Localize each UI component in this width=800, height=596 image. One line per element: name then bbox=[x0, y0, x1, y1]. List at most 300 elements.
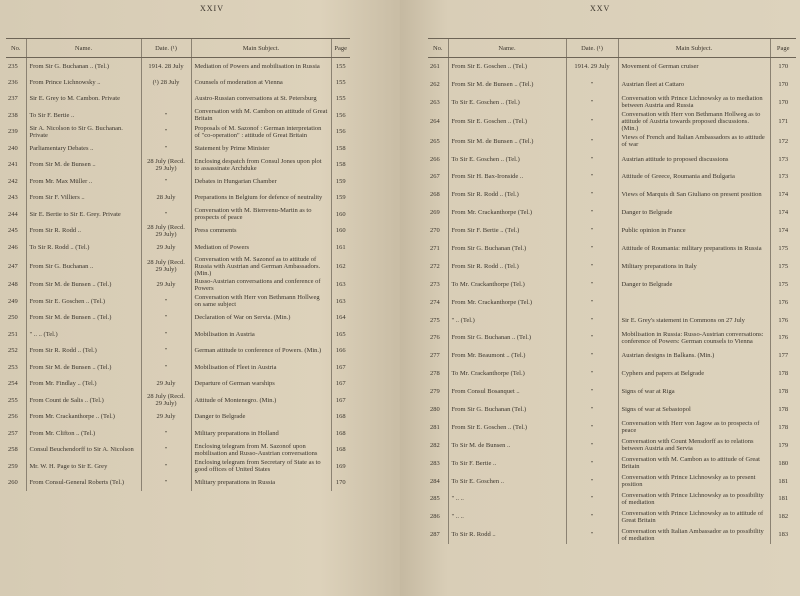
entry-number: 287 bbox=[430, 531, 440, 539]
entry-subject: Press comments bbox=[191, 223, 331, 240]
entry-page: 170 bbox=[770, 75, 796, 93]
entry-number: 284 bbox=[430, 477, 440, 485]
table-row bbox=[428, 293, 796, 311]
entry-number: 276 bbox=[430, 334, 440, 342]
entry-date bbox=[141, 91, 191, 108]
table-row bbox=[6, 157, 350, 174]
header-subject: Main Subject. bbox=[191, 39, 331, 58]
entry-number: 255 bbox=[8, 396, 18, 404]
table-row bbox=[428, 329, 796, 347]
entry-subject: Preparations in Belgium for defence of neutrality bbox=[191, 190, 331, 207]
entry-name: Sir E. Bertie to Sir E. Grey. Private bbox=[26, 206, 141, 223]
table-row bbox=[6, 206, 350, 223]
entry-subject: Conversation with Prince Lichnowsky as to mediation between Austria and Russia bbox=[618, 93, 770, 111]
entry-subject: Conversation with M. Cambon on attitude of Great Britain bbox=[191, 107, 331, 124]
entry-subject: Conversation with Prince Lichnowsky as to attitude of Great Britain bbox=[618, 508, 770, 526]
entry-subject: Departure of German warships bbox=[191, 376, 331, 393]
entry-date: " bbox=[566, 240, 618, 258]
header-no: No. bbox=[428, 39, 448, 58]
entry-subject: Views of Marquis di San Giuliano on present position bbox=[618, 186, 770, 204]
entry-page: 181 bbox=[770, 490, 796, 508]
table-row bbox=[428, 490, 796, 508]
entry-name: Parliamentary Debates .. bbox=[26, 140, 141, 157]
entry-number: 285 bbox=[430, 495, 440, 503]
entry-subject: Signs of war at Riga bbox=[618, 383, 770, 401]
entry-name: From Sir G. Buchanan (Tel.) bbox=[448, 401, 566, 419]
entry-name: From Sir M. de Bunsen .. (Tel.) bbox=[26, 277, 141, 294]
entry-page: 178 bbox=[770, 401, 796, 419]
entry-number: 272 bbox=[430, 262, 440, 270]
entry-page: 174 bbox=[770, 186, 796, 204]
entry-page: 174 bbox=[770, 204, 796, 222]
entry-date: " bbox=[566, 75, 618, 93]
entry-subject: Attitude of Roumania: military preparations in Russia bbox=[618, 240, 770, 258]
entry-number: 243 bbox=[8, 194, 18, 202]
entry-page: 155 bbox=[331, 91, 350, 108]
entry-page: 178 bbox=[770, 383, 796, 401]
entry-name: To Mr. Crackanthorpe (Tel.) bbox=[448, 365, 566, 383]
entry-page: 168 bbox=[331, 425, 350, 442]
table-header-row bbox=[428, 39, 796, 58]
entry-number: 238 bbox=[8, 111, 18, 119]
entry-number: 273 bbox=[430, 280, 440, 288]
entry-name: " .. .. (Tel.) bbox=[26, 326, 141, 343]
entry-number: 261 bbox=[430, 63, 440, 71]
table-row bbox=[6, 343, 350, 360]
entry-name: Sir A. Nicolson to Sir G. Buchanan. Private bbox=[26, 124, 141, 141]
entry-number: 259 bbox=[8, 462, 18, 470]
entry-subject: Declaration of War on Servia. (Min.) bbox=[191, 310, 331, 327]
entry-subject: Mobilisation in Russia: Russo-Austrian conversations: conference of Powers: German counsels to Vienna bbox=[618, 329, 770, 347]
entry-number: 267 bbox=[430, 173, 440, 181]
entry-page: 159 bbox=[331, 173, 350, 190]
entry-page: 183 bbox=[770, 526, 796, 544]
entry-subject: Signs of war at Sebastopol bbox=[618, 401, 770, 419]
table-row bbox=[6, 239, 350, 256]
table-row bbox=[428, 347, 796, 365]
entry-name: To Sir R. Rodd .. bbox=[448, 526, 566, 544]
entry-date: (¹) 28 July bbox=[141, 74, 191, 91]
entry-subject: Austro-Russian conversations at St. Petersburg bbox=[191, 91, 331, 108]
entry-page: 164 bbox=[331, 310, 350, 327]
entry-name: From Mr. Beaumont .. (Tel.) bbox=[448, 347, 566, 365]
entry-date: " bbox=[566, 472, 618, 490]
entry-subject: Conversation with Prince Lichnowsky as to possibility of mediation bbox=[618, 490, 770, 508]
entry-number: 252 bbox=[8, 347, 18, 355]
entry-page: 163 bbox=[331, 277, 350, 294]
entry-date: " bbox=[141, 425, 191, 442]
entry-page: 166 bbox=[331, 343, 350, 360]
entry-subject: Military preparations in Russia bbox=[191, 475, 331, 492]
entry-subject: Conversation with M. Cambon as to attitude of Great Britain bbox=[618, 454, 770, 472]
entry-date: " bbox=[141, 140, 191, 157]
entry-date: " bbox=[141, 475, 191, 492]
entry-date: " bbox=[141, 206, 191, 223]
entry-number: 280 bbox=[430, 405, 440, 413]
entry-page: 158 bbox=[331, 140, 350, 157]
entry-number: 286 bbox=[430, 513, 440, 521]
entry-date: " bbox=[566, 257, 618, 275]
entry-page: 173 bbox=[770, 168, 796, 186]
entry-page: 167 bbox=[331, 376, 350, 393]
entry-subject: Mediation of Powers and mobilisation in Russia bbox=[191, 58, 331, 75]
entry-page: 168 bbox=[331, 442, 350, 459]
table-body bbox=[6, 58, 350, 492]
table-row bbox=[6, 409, 350, 426]
entry-number: 235 bbox=[8, 62, 18, 70]
entry-date: " bbox=[141, 442, 191, 459]
entry-number: 271 bbox=[430, 244, 440, 252]
entry-date: " bbox=[566, 93, 618, 111]
table-row bbox=[428, 93, 796, 111]
entry-date: " bbox=[141, 326, 191, 343]
entry-number: 266 bbox=[430, 155, 440, 163]
entry-date: " bbox=[566, 222, 618, 240]
table-row bbox=[6, 458, 350, 475]
entry-name: From Sir G. Buchanan .. (Tel.) bbox=[448, 329, 566, 347]
table-row bbox=[428, 150, 796, 168]
entry-name: From Sir E. Goschen .. (Tel.) bbox=[26, 293, 141, 310]
entry-date: " bbox=[566, 418, 618, 436]
entry-name: From Sir E. Goschen .. (Tel.) bbox=[448, 111, 566, 132]
entry-name: From Sir E. Goschen .. (Tel.) bbox=[448, 418, 566, 436]
table-row bbox=[6, 392, 350, 409]
entry-page: 174 bbox=[770, 222, 796, 240]
entry-subject bbox=[618, 293, 770, 311]
table-row bbox=[428, 526, 796, 544]
entry-name: " .. (Tel.) bbox=[448, 311, 566, 329]
entry-subject: Austrian designs in Balkans. (Min.) bbox=[618, 347, 770, 365]
entry-number: 258 bbox=[8, 446, 18, 454]
entry-date: " bbox=[566, 401, 618, 419]
entry-subject: Conversation with Count Mensdorff as to relations between Austria and Servia bbox=[618, 436, 770, 454]
entry-subject: Conversation with Herr von Bethmann Hollweg on same subject bbox=[191, 293, 331, 310]
entry-name: From Count de Salis .. (Tel.) bbox=[26, 392, 141, 409]
table-row bbox=[428, 275, 796, 293]
entry-name: " .. .. bbox=[448, 508, 566, 526]
table-row bbox=[428, 365, 796, 383]
entry-subject: Statement by Prime Minister bbox=[191, 140, 331, 157]
entry-number: 256 bbox=[8, 413, 18, 421]
table-row bbox=[6, 310, 350, 327]
entry-name: From Consul-General Roberts (Tel.) bbox=[26, 475, 141, 492]
entry-date: " bbox=[141, 310, 191, 327]
entry-number: 282 bbox=[430, 441, 440, 449]
table-body bbox=[428, 58, 796, 544]
entry-subject: Conversation with Prince Lichnowsky as to present position bbox=[618, 472, 770, 490]
entry-name: From Sir M. de Bunsen .. (Tel.) bbox=[26, 359, 141, 376]
entry-subject: Danger to Belgrade bbox=[618, 275, 770, 293]
entry-name: From Sir R. Rodd .. (Tel.) bbox=[448, 257, 566, 275]
table-row bbox=[6, 173, 350, 190]
entry-subject: Public opinion in France bbox=[618, 222, 770, 240]
entry-name: From Mr. Crackanthorpe (Tel.) bbox=[448, 204, 566, 222]
entry-number: 253 bbox=[8, 363, 18, 371]
entry-date: " bbox=[566, 490, 618, 508]
entry-page: 161 bbox=[331, 239, 350, 256]
entry-name: From Mr. Max Müller .. bbox=[26, 173, 141, 190]
entry-page: 162 bbox=[331, 256, 350, 277]
entry-page: 178 bbox=[770, 365, 796, 383]
table-row bbox=[428, 186, 796, 204]
entry-name: From Sir M. de Bunsen .. bbox=[26, 157, 141, 174]
entry-name: " .. .. bbox=[448, 490, 566, 508]
table-row bbox=[428, 222, 796, 240]
entry-date: " bbox=[566, 347, 618, 365]
table-row bbox=[6, 277, 350, 294]
table-row bbox=[428, 75, 796, 93]
entry-date: " bbox=[566, 454, 618, 472]
entry-page: 155 bbox=[331, 74, 350, 91]
entry-name: From Sir G. Buchanan .. (Tel.) bbox=[26, 58, 141, 75]
entry-subject: Views of French and Italian Ambassadors as to attitude of war bbox=[618, 132, 770, 150]
table-row bbox=[6, 442, 350, 459]
entry-subject: Military preparations in Italy bbox=[618, 257, 770, 275]
entry-date: " bbox=[566, 168, 618, 186]
entry-page: 173 bbox=[770, 150, 796, 168]
entry-date: 28 July (Recd. 29 July) bbox=[141, 392, 191, 409]
entry-name: To Sir E. Goschen .. (Tel.) bbox=[448, 150, 566, 168]
entry-number: 248 bbox=[8, 281, 18, 289]
table-row bbox=[428, 418, 796, 436]
entry-date: " bbox=[566, 329, 618, 347]
entry-page: 163 bbox=[331, 293, 350, 310]
entry-subject: Sir E. Grey's statement in Commons on 27 July bbox=[618, 311, 770, 329]
entry-number: 269 bbox=[430, 209, 440, 217]
entry-name: From Sir G. Buchanan .. bbox=[26, 256, 141, 277]
entry-name: From Sir F. Villiers .. bbox=[26, 190, 141, 207]
table-row bbox=[428, 204, 796, 222]
entry-page: 165 bbox=[331, 326, 350, 343]
table-row bbox=[428, 311, 796, 329]
entry-date: " bbox=[566, 275, 618, 293]
entry-name: From Sir H. Bax-Ironside .. bbox=[448, 168, 566, 186]
entry-number: 241 bbox=[8, 161, 18, 169]
entry-number: 247 bbox=[8, 262, 18, 270]
entry-page: 156 bbox=[331, 107, 350, 124]
entry-name: From Sir M. de Bunsen .. (Tel.) bbox=[26, 310, 141, 327]
entry-name: From Consul Bosanquet .. bbox=[448, 383, 566, 401]
entry-page: 159 bbox=[331, 190, 350, 207]
entry-number: 265 bbox=[430, 137, 440, 145]
table-row bbox=[428, 508, 796, 526]
entry-number: 250 bbox=[8, 314, 18, 322]
entry-page: 167 bbox=[331, 392, 350, 409]
page-number: XXIV bbox=[200, 4, 224, 13]
correspondence-table bbox=[428, 38, 796, 544]
entry-subject: Enclosing telegram from M. Sazonof upon mobilisation and Russo-Austrian conversations bbox=[191, 442, 331, 459]
table-row bbox=[428, 58, 796, 76]
header-date: Date. (¹) bbox=[141, 39, 191, 58]
entry-name: Mr. W. H. Page to Sir E. Grey bbox=[26, 458, 141, 475]
entry-subject: Conversation with M. Sazonof as to attitude of Russia with Austrian and German Ambassadors. (Min.) bbox=[191, 256, 331, 277]
entry-number: 275 bbox=[430, 316, 440, 324]
entry-page: 170 bbox=[331, 475, 350, 492]
table-row bbox=[428, 401, 796, 419]
entry-page: 180 bbox=[770, 454, 796, 472]
entry-name: To Sir E. Goschen .. bbox=[448, 472, 566, 490]
entry-name: From Mr. Clifton .. (Tel.) bbox=[26, 425, 141, 442]
entry-number: 242 bbox=[8, 177, 18, 185]
page-number: XXV bbox=[590, 4, 611, 13]
entry-number: 254 bbox=[8, 380, 18, 388]
entry-date: 29 July bbox=[141, 376, 191, 393]
entry-date: 28 July (Recd. 29 July) bbox=[141, 256, 191, 277]
entry-subject: Mobilisation in Austria bbox=[191, 326, 331, 343]
table-row bbox=[6, 91, 350, 108]
table-row bbox=[428, 436, 796, 454]
entry-page: 177 bbox=[770, 347, 796, 365]
entry-page: 176 bbox=[770, 293, 796, 311]
correspondence-table bbox=[6, 38, 350, 491]
entry-date: " bbox=[566, 293, 618, 311]
entry-date: " bbox=[566, 508, 618, 526]
entry-date: " bbox=[141, 124, 191, 141]
entry-date: " bbox=[141, 293, 191, 310]
entry-number: 249 bbox=[8, 297, 18, 305]
header-name: Name. bbox=[26, 39, 141, 58]
table-row bbox=[6, 140, 350, 157]
entry-date: " bbox=[141, 343, 191, 360]
entry-number: 264 bbox=[430, 118, 440, 126]
entry-number: 277 bbox=[430, 352, 440, 360]
entry-page: 171 bbox=[770, 111, 796, 132]
entry-page: 172 bbox=[770, 132, 796, 150]
entry-date: " bbox=[141, 173, 191, 190]
entry-date: " bbox=[141, 458, 191, 475]
table-row bbox=[428, 454, 796, 472]
entry-number: 263 bbox=[430, 98, 440, 106]
entry-subject: Austrian attitude to proposed discussions bbox=[618, 150, 770, 168]
table-row bbox=[6, 107, 350, 124]
entry-name: From Mr. Findlay .. (Tel.) bbox=[26, 376, 141, 393]
entry-date: 29 July bbox=[141, 277, 191, 294]
entry-subject: Enclosing telegram from Secretary of State as to good offices of United States bbox=[191, 458, 331, 475]
entry-subject: German attitude to conference of Powers. (Min.) bbox=[191, 343, 331, 360]
entry-name: From Sir G. Buchanan (Tel.) bbox=[448, 240, 566, 258]
entry-name: From Sir F. Bertie .. (Tel.) bbox=[448, 222, 566, 240]
entry-number: 283 bbox=[430, 459, 440, 467]
entry-page: 175 bbox=[770, 240, 796, 258]
entry-page: 168 bbox=[331, 409, 350, 426]
entry-name: From Sir R. Rodd .. (Tel.) bbox=[448, 186, 566, 204]
table-row bbox=[6, 475, 350, 492]
entry-date: 1914. 29 July bbox=[566, 58, 618, 76]
entry-page: 170 bbox=[770, 58, 796, 76]
table-row bbox=[428, 111, 796, 132]
table-row bbox=[6, 425, 350, 442]
entry-page: 170 bbox=[770, 93, 796, 111]
table-row bbox=[6, 124, 350, 141]
entry-date: " bbox=[566, 436, 618, 454]
entry-number: 262 bbox=[430, 80, 440, 88]
entry-number: 260 bbox=[8, 479, 18, 487]
table-row bbox=[428, 472, 796, 490]
entry-date: " bbox=[566, 186, 618, 204]
entry-date: " bbox=[566, 526, 618, 544]
entry-date: 29 July bbox=[141, 239, 191, 256]
entry-number: 237 bbox=[8, 95, 18, 103]
entry-subject: Conversation with Herr von Bethmann Hollweg as to attitude of Austria towards proposed discussions. (Min.) bbox=[618, 111, 770, 132]
entry-date: " bbox=[566, 132, 618, 150]
entry-date: " bbox=[566, 365, 618, 383]
entry-page: 169 bbox=[331, 458, 350, 475]
entry-number: 274 bbox=[430, 298, 440, 306]
entry-subject: Conversation with Herr von Jagow as to prospects of peace bbox=[618, 418, 770, 436]
entry-name: From Prince Lichnowsky .. bbox=[26, 74, 141, 91]
entry-subject: Military preparations in Holland bbox=[191, 425, 331, 442]
entry-subject: Russo-Austrian conversations and conference of Powers bbox=[191, 277, 331, 294]
entry-number: 239 bbox=[8, 128, 18, 136]
entry-name: From Sir R. Rodd .. (Tel.) bbox=[26, 343, 141, 360]
entry-page: 179 bbox=[770, 436, 796, 454]
entry-number: 246 bbox=[8, 243, 18, 251]
entry-number: 281 bbox=[430, 423, 440, 431]
entry-page: 182 bbox=[770, 508, 796, 526]
entry-number: 278 bbox=[430, 370, 440, 378]
entry-subject: Conversation with Italian Ambassador as to possibility of mediation bbox=[618, 526, 770, 544]
entry-date: 1914. 28 July bbox=[141, 58, 191, 75]
entry-page: 181 bbox=[770, 472, 796, 490]
entry-name: Consul Beuchendorff to Sir A. Nicolson bbox=[26, 442, 141, 459]
table-row bbox=[6, 58, 350, 75]
entry-date: " bbox=[566, 150, 618, 168]
entry-subject: Danger to Belgrade bbox=[618, 204, 770, 222]
entry-page: 178 bbox=[770, 418, 796, 436]
entry-date: " bbox=[566, 311, 618, 329]
entry-subject: Cyphers and papers at Belgrade bbox=[618, 365, 770, 383]
entry-name: From Mr. Crackanthorpe (Tel.) bbox=[448, 293, 566, 311]
header-date: Date. (¹) bbox=[566, 39, 618, 58]
entry-date: 28 July (Recd. 29 July) bbox=[141, 223, 191, 240]
entry-date: " bbox=[566, 204, 618, 222]
entry-subject: Attitude of Greece, Roumania and Bulgaria bbox=[618, 168, 770, 186]
entry-name: Sir E. Grey to M. Cambon. Private bbox=[26, 91, 141, 108]
table-row bbox=[6, 256, 350, 277]
entry-number: 245 bbox=[8, 227, 18, 235]
entry-number: 244 bbox=[8, 210, 18, 218]
entry-name: From Mr. Crackanthorpe .. (Tel.) bbox=[26, 409, 141, 426]
table-row bbox=[6, 223, 350, 240]
header-no: No. bbox=[6, 39, 26, 58]
entry-subject: Debates in Hungarian Chamber bbox=[191, 173, 331, 190]
header-subject: Main Subject. bbox=[618, 39, 770, 58]
entry-subject: Counsels of moderation at Vienna bbox=[191, 74, 331, 91]
entry-page: 176 bbox=[770, 311, 796, 329]
table-row bbox=[6, 293, 350, 310]
entry-name: To Mr. Crackanthorpe (Tel.) bbox=[448, 275, 566, 293]
entry-subject: Mobilisation of Fleet in Austria bbox=[191, 359, 331, 376]
entry-date: " bbox=[566, 111, 618, 132]
entry-page: 160 bbox=[331, 206, 350, 223]
entry-subject: Movement of German cruiser bbox=[618, 58, 770, 76]
entry-page: 175 bbox=[770, 257, 796, 275]
entry-page: 176 bbox=[770, 329, 796, 347]
entry-date: " bbox=[141, 107, 191, 124]
entry-page: 156 bbox=[331, 124, 350, 141]
table-row bbox=[6, 376, 350, 393]
entry-subject: Enclosing despatch from Consul Jones upon plot to assassinate Archduke bbox=[191, 157, 331, 174]
entry-name: To Sir F. Bertie .. bbox=[448, 454, 566, 472]
entry-page: 167 bbox=[331, 359, 350, 376]
table-row bbox=[428, 240, 796, 258]
entry-date: 28 July (Recd. 29 July) bbox=[141, 157, 191, 174]
entry-name: To Sir R. Rodd .. (Tel.) bbox=[26, 239, 141, 256]
entry-number: 268 bbox=[430, 191, 440, 199]
entry-page: 175 bbox=[770, 275, 796, 293]
table-row bbox=[428, 383, 796, 401]
entry-subject: Proposals of M. Sazonof : German interpretation of "co-operation" : attitude of Great Britain bbox=[191, 124, 331, 141]
